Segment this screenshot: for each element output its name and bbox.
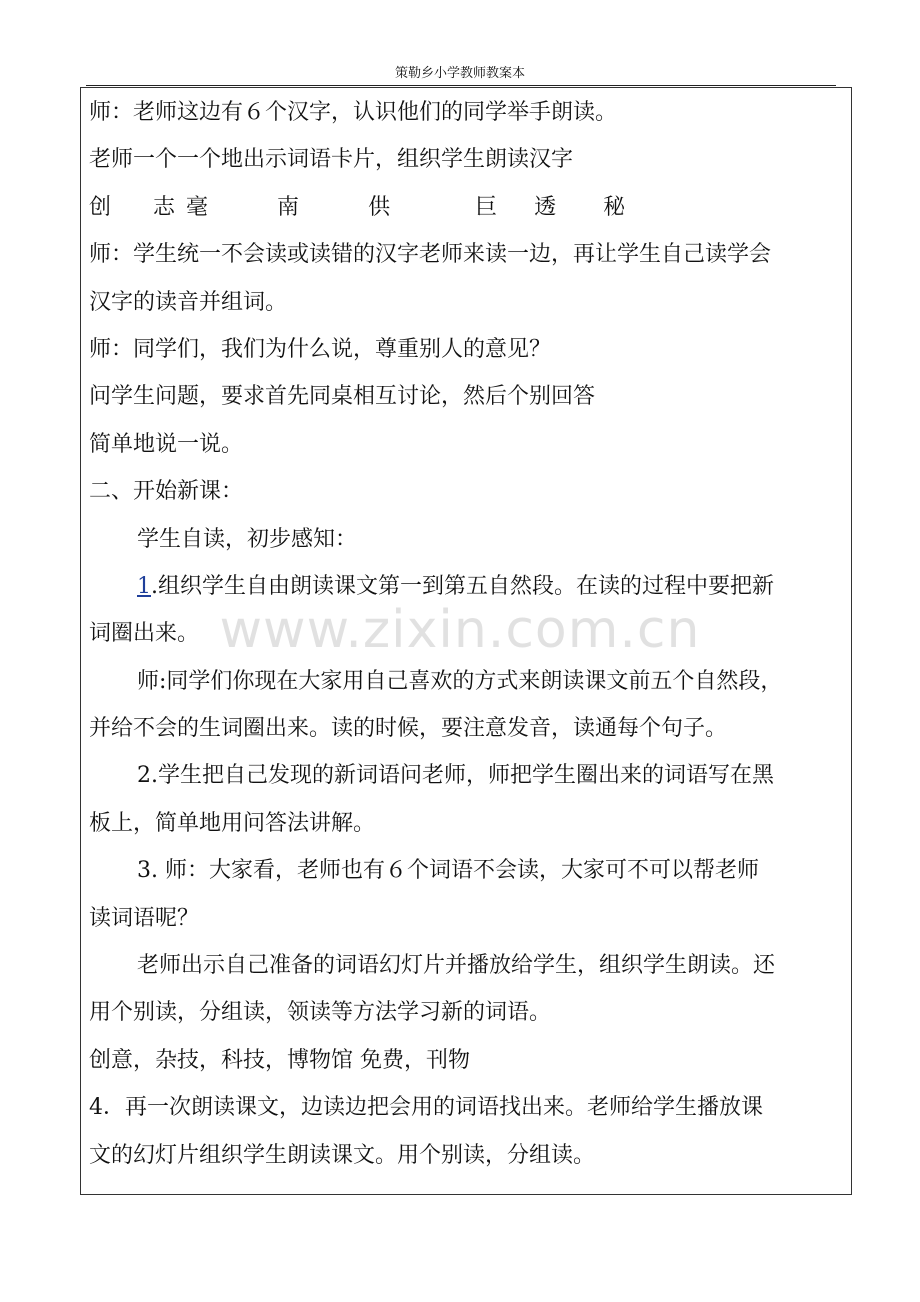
text-line: 简单地说一说。 [89, 431, 244, 457]
text-line: 老师一个一个地出示词语卡片，组织学生朗读汉字 [89, 147, 574, 173]
text-line: 板上，简单地用问答法讲解。 [89, 810, 376, 836]
text-line: 师：学生统一不会读或读错的汉字老师来读一边，再让学生自己读学会 [89, 242, 772, 268]
text-line: 用个别读，分组读，领读等方法学习新的词语。 [89, 1000, 552, 1026]
text-line: 问学生问题，要求首先同桌相互讨论，然后个别回答 [89, 384, 596, 410]
character-list [89, 190, 849, 237]
character: 毫 [186, 194, 209, 220]
text-line: 创意，杂技，科技，博物馆 免费，刊物 [89, 1047, 470, 1073]
text-line: 学生自读，初步感知： [137, 526, 358, 552]
header-title: 策勒乡小学教师教案本 [394, 66, 525, 81]
text-line: 汉字的读音并组词。 [89, 289, 288, 315]
text-line: 师：同学们，我们为什么说，尊重别人的意见？ [89, 336, 552, 362]
character: 透 [534, 194, 557, 220]
step-number-link[interactable]: 1 [137, 573, 151, 599]
text-line: 读词语呢？ [89, 905, 200, 931]
text-line [89, 569, 849, 616]
text-line: 老师出示自己准备的词语幻灯片并播放给学生，组织学生朗读。还 [137, 953, 776, 979]
character: 秘 [603, 194, 626, 220]
text-line: 文的幻灯片组织学生朗读课文。用个别读，分组读。 [89, 1142, 596, 1168]
watermark: www.zixin.com.cn [219, 600, 701, 660]
character: 巨 [475, 194, 498, 220]
text-line: 词圈出来。 [89, 621, 200, 647]
character: 供 [368, 194, 391, 220]
text-line: 师：老师这边有６个汉字，认识他们的同学举手朗读。 [89, 100, 618, 125]
text-line: 并给不会的生词圈出来。读的时候，要注意发音，读通每个句子。 [89, 716, 728, 742]
header-divider [86, 85, 836, 86]
text-fragment: .组织学生自由朗读课文第一到第五自然段。在读的过程中要把新 [151, 573, 774, 599]
text-line: 2.学生把自己发现的新词语问老师，师把学生圈出来的词语写在黑 [137, 763, 774, 789]
lesson-content [89, 95, 849, 1185]
section-heading: 二、开始新课： [89, 479, 244, 505]
character: 创 [89, 194, 112, 220]
character: 志 [153, 194, 176, 220]
text-line: 3. 师：大家看，老师也有６个词语不会读，大家可不可以帮老师 [137, 858, 759, 884]
text-line: 师:同学们你现在大家用自己喜欢的方式来朗读课文前五个自然段， [137, 668, 783, 694]
character: 南 [277, 194, 300, 220]
text-line: 4．再一次朗读课文，边读边把会用的词语找出来。老师给学生播放课 [89, 1095, 763, 1121]
